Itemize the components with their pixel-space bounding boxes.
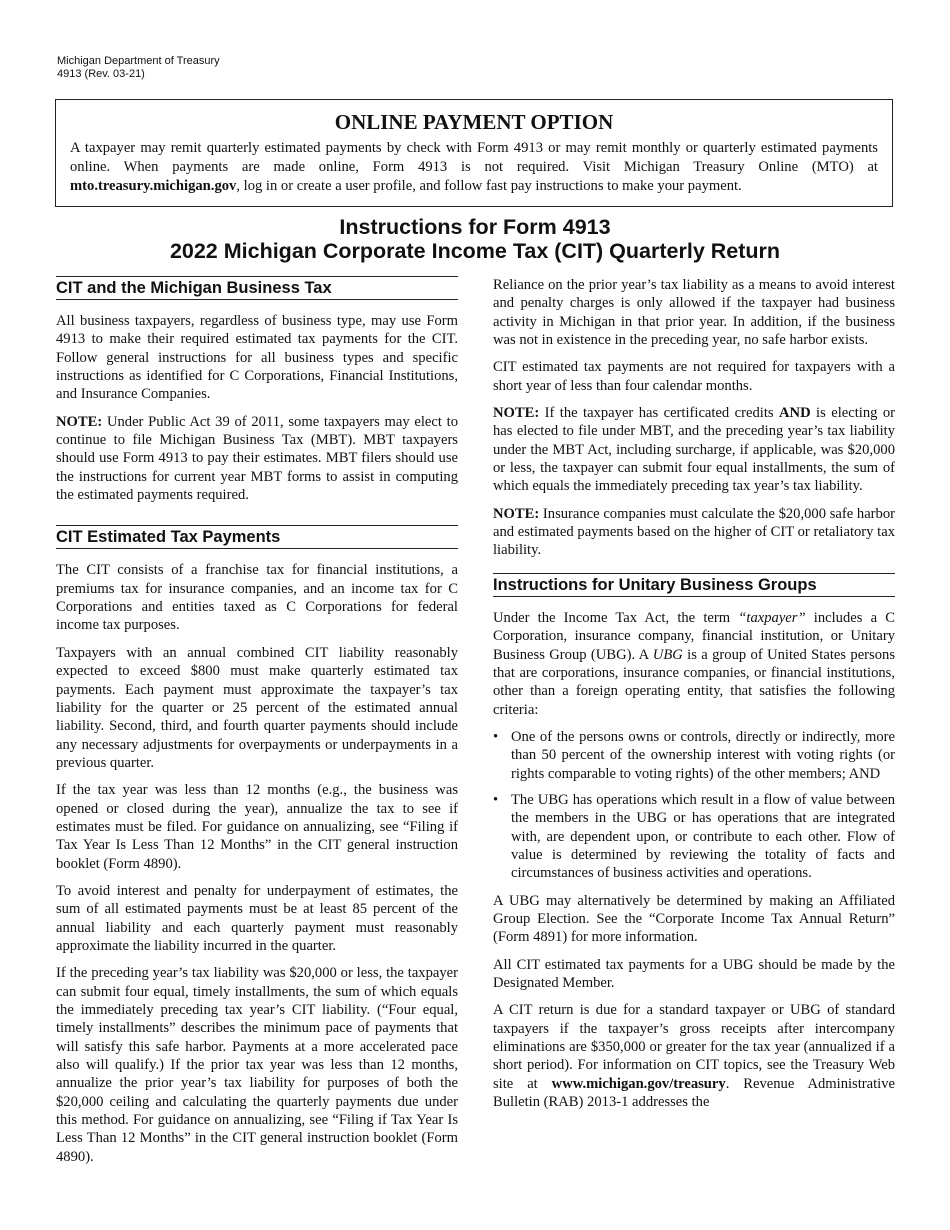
list-item-text: The UBG has operations which result in a flow of value between the members in the UBG or has operations that are integrated with, are dependent upon, or contribute to each other. Flow of value is determined by reviewing the totality of facts and circumstances of business activities and operations.: [511, 791, 895, 882]
list-item: [493, 728, 895, 783]
note-text: Insurance companies must calculate the $20,000 safe harbor and estimated payments based on the higher of CIT or retaliatory tax liability.: [493, 505, 895, 559]
treasury-link[interactable]: www.michigan.gov/treasury: [551, 1075, 726, 1092]
text-run: is a group of United States persons that are corporations, insurance companies, or financial institutions, other than a foreign operating entity, that satisfies the following criteria:: [493, 646, 895, 718]
note-label: NOTE:: [493, 405, 540, 422]
paragraph: [493, 609, 895, 719]
note-paragraph: [493, 404, 895, 496]
right-column: [493, 276, 895, 1120]
text-run: includes a C Corporation, insurance company, financial institution, or Unitary Business Group (UBG). A: [493, 609, 895, 663]
list-item-text: One of the persons owns or controls, directly or indirectly, more than 50 percent of the ownership interest with voting rights (or rights comparable to voting rights) of the other members; AND: [511, 728, 895, 782]
online-payment-text-end: , log in or create a user profile, and follow fast pay instructions to make your payment.: [236, 178, 742, 194]
paragraph: Reliance on the prior year’s tax liability as a means to avoid interest and penalty charges is only allowed if the taxpayer had business activity in Michigan in that prior year. In addition, if the business was not in existence in the preceding year, no safe harbor exists.: [493, 277, 895, 349]
and-emphasis: AND: [779, 405, 811, 422]
bullet-icon: •: [493, 791, 499, 808]
paragraph: Taxpayers with an annual combined CIT liability reasonably expected to exceed $800 must make quarterly estimated tax payments. Each payment must approximate the taxpayer’s tax liability for the quarter or 25 percent of the estimated annual liability. Second, third, and fourth quarter payments should include any necessary adjustments for overpayments or underpayments in a previous quarter.: [56, 644, 458, 771]
form-header: [57, 55, 220, 81]
text-run: A CIT return is due for a standard taxpayer or UBG of standard taxpayers if the taxpayer’s gross receipts after intercompany eliminations are $350,000 or greater for the tax year (annualized if a short period). For information on CIT topics, see the Treasury Web site at: [493, 1002, 895, 1092]
agency-name: Michigan Department of Treasury: [57, 55, 220, 67]
paragraph: All business taxpayers, regardless of business type, may use Form 4913 to make their required estimated tax payments for the CIT. Follow general instructions for all business types and specific instructions as identified for C Corporations, Financial Institutions, and Insurance Companies.: [56, 313, 458, 403]
note-paragraph: [56, 413, 458, 505]
left-column: [56, 276, 458, 1175]
title-line-2: 2022 Michigan Corporate Income Tax (CIT) Quarterly Return: [169, 239, 781, 263]
online-payment-text: [70, 139, 878, 196]
note-text: Under Public Act 39 of 2011, some taxpayers may elect to continue to file Michigan Business Tax (MBT). MBT taxpayers should use Form 4913 to pay their estimates. MBT filers should use the instructions for current year MBT forms to assist in computing the estimated payments required.: [56, 413, 458, 504]
paragraph: If the preceding year’s tax liability was $20,000 or less, the taxpayer can submit four equal, timely installments, the sum of which equals the immediately preceding tax year’s CIT liability. (“Four equal, timely installments” describes the minimum pace of payments that will satisfy this safe harbor. Payments at a more accelerated pace also will qualify.) If the prior tax year was less than 12 months, annualize the prior year’s tax liability for purposes of both the $20,000 ceiling and calculating the quarterly payments due under this method. For guidance on annualizing, see “Filing if Tax Year Is Less Than 12 Months” in the CIT general instruction booklet (Form 4890).: [56, 965, 458, 1165]
paragraph: If the tax year was less than 12 months (e.g., the business was opened or closed during the year), annualize the tax to see if estimates must be filed. For guidance on annualizing, see “Filing if Tax Year Is Less Than 12 Months” in the CIT general instruction booklet (Form 4890).: [56, 782, 458, 872]
term-ubg: UBG: [652, 646, 683, 663]
paragraph: A UBG may alternatively be determined by making an Affiliated Group Election. See the “Corporate Income Tax Annual Return” (Form 4891) for more information.: [493, 892, 895, 946]
note-label: NOTE:: [56, 413, 103, 430]
criteria-list: [493, 728, 895, 883]
mto-link[interactable]: mto.treasury.michigan.gov: [70, 178, 237, 194]
note-text: is electing or has elected to file under MBT, and the preceding year’s tax liability under the MBT Act, including surcharge, if applicable, was $20,000 or less, the taxpayer can submit four equal installments, the sum of which equals the immediately preceding tax year’s tax liability.: [493, 405, 895, 495]
text-run: . Revenue Administrative Bulletin (RAB) 2013-1 addresses the: [493, 1075, 895, 1111]
title-line-1: Instructions for Form 4913: [339, 215, 611, 239]
page-title: [0, 215, 950, 263]
paragraph: [493, 1001, 895, 1111]
list-item: [493, 791, 895, 883]
paragraph: To avoid interest and penalty for underpayment of estimates, the sum of all estimated payments must be at least 85 percent of the annual liability and each quarterly payment must reasonably approximate the liability incurred in the quarter.: [56, 882, 458, 954]
bullet-icon: •: [493, 728, 499, 745]
paragraph: All CIT estimated tax payments for a UBG should be made by the Designated Member.: [493, 956, 895, 991]
section-heading-cit-mbt: CIT and the Michigan Business Tax: [56, 276, 458, 300]
term-taxpayer: “taxpayer”: [738, 609, 806, 626]
online-payment-text-start: A taxpayer may remit quarterly estimated payments by check with Form 4913 or may remit monthly or quarterly estimated payments online. When payments are made online, Form 4913 is not required. Visit Michigan Treasury Online (MTO) at: [70, 140, 878, 175]
paragraph: The CIT consists of a franchise tax for financial institutions, a premiums tax for insurance companies, and an income tax for C Corporations and entities taxed as C Corporations for federal income tax purposes.: [56, 562, 458, 634]
section-heading-estimated-payments: CIT Estimated Tax Payments: [56, 525, 458, 549]
online-payment-box: [55, 99, 893, 207]
note-text: If the taxpayer has certificated credits: [539, 405, 779, 422]
online-payment-heading: ONLINE PAYMENT OPTION: [334, 110, 614, 134]
note-paragraph: [493, 505, 895, 560]
form-number: 4913 (Rev. 03-21): [57, 68, 145, 80]
text-run: Under the Income Tax Act, the term: [493, 609, 739, 626]
section-heading-unitary-groups: Instructions for Unitary Business Groups: [493, 573, 895, 597]
paragraph: CIT estimated tax payments are not required for taxpayers with a short year of less than four calendar months.: [493, 359, 895, 394]
note-label: NOTE:: [493, 505, 540, 522]
